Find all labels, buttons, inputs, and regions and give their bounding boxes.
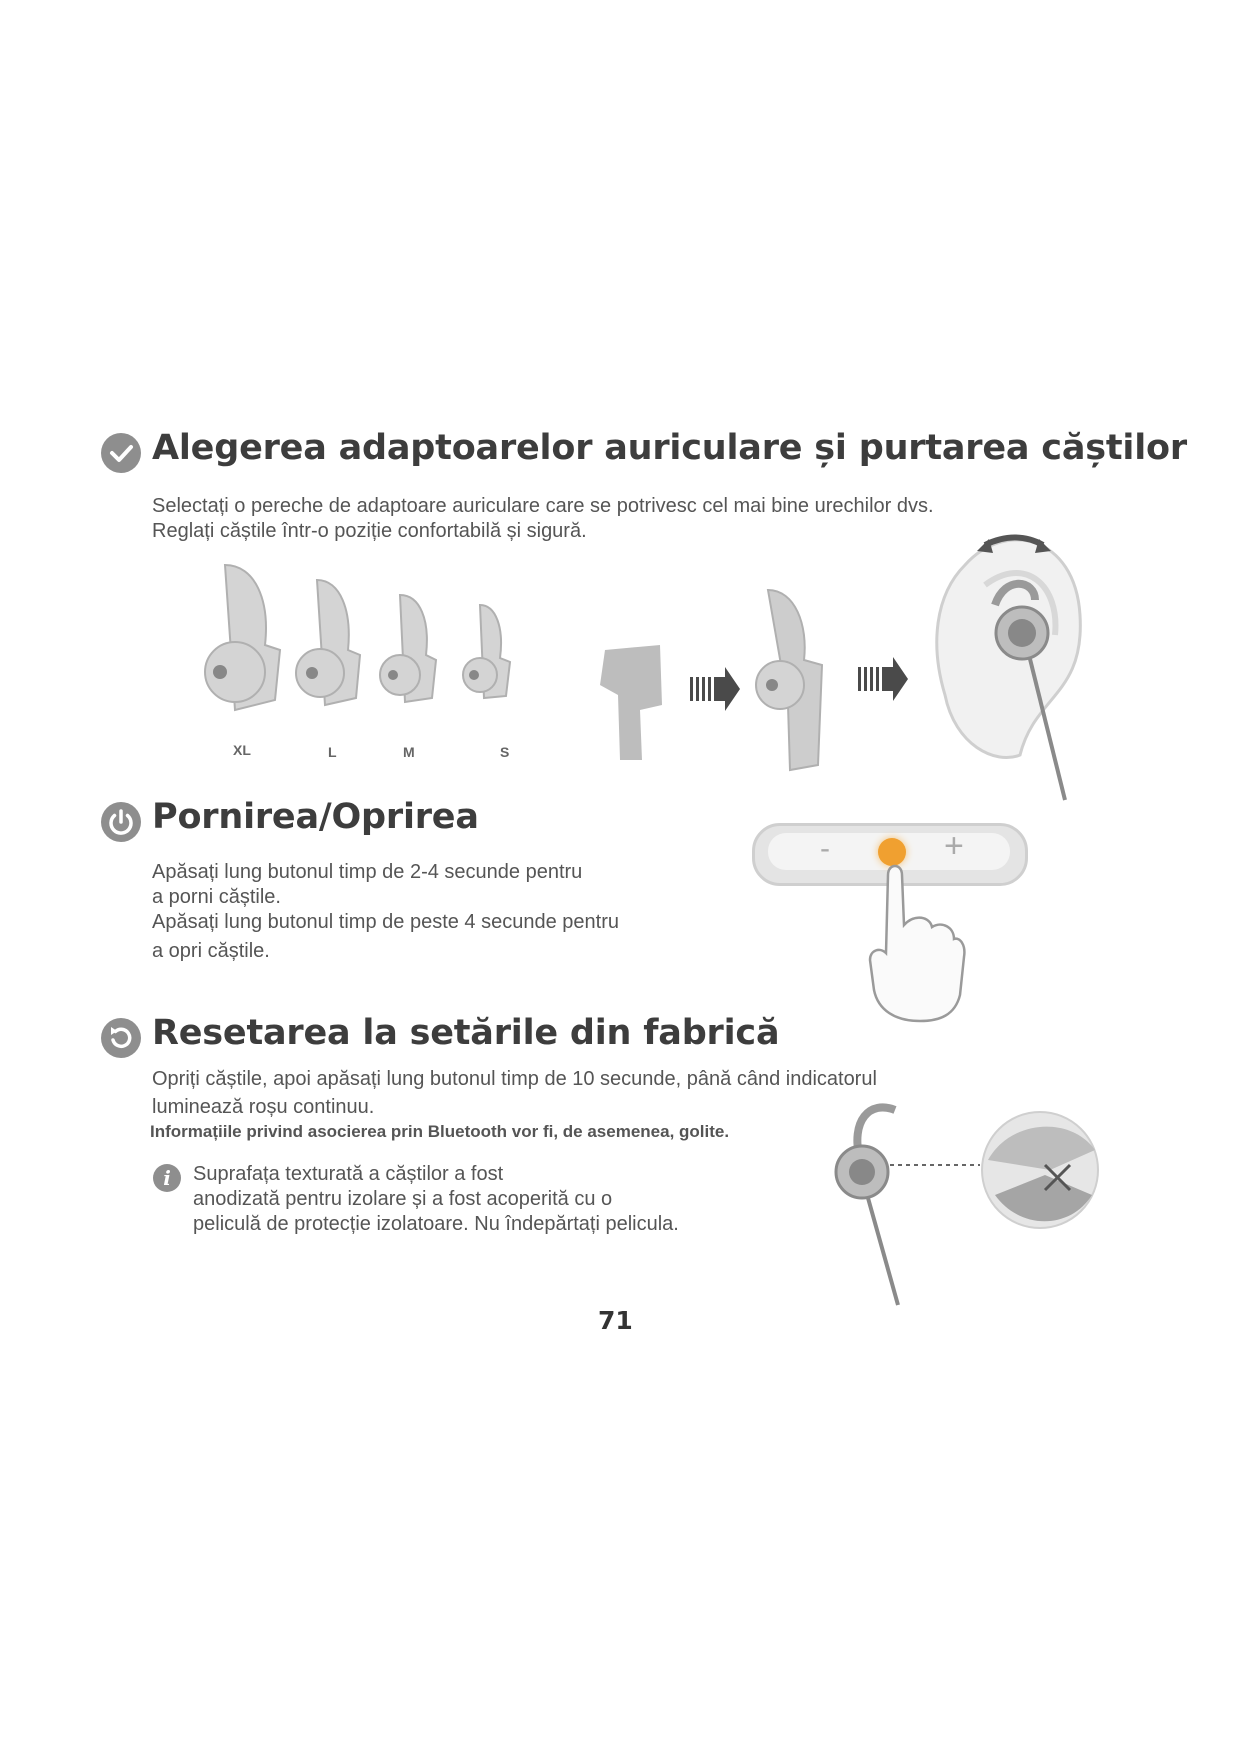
volume-down-button: - xyxy=(820,832,830,865)
power-icon xyxy=(101,802,141,842)
body-line: Opriți căștile, apoi apăsați lung butonul timp de 10 secunde, până când indicatorul xyxy=(152,1068,877,1090)
ear-wearing-illustration xyxy=(925,525,1105,805)
info-line: Suprafața texturată a căștilor a fost xyxy=(193,1163,504,1185)
size-label-xl: XL xyxy=(233,742,251,758)
body-line: a opri căștile. xyxy=(152,940,270,962)
body-line: luminează roșu continuu. xyxy=(152,1096,375,1118)
info-text xyxy=(193,1162,773,1237)
reset-icon xyxy=(101,1018,141,1058)
check-circle-icon xyxy=(101,433,141,473)
bluetooth-clear-note: Informațiile privind asocierea prin Bluetooth vor fi, de asemenea, golite. xyxy=(150,1122,730,1141)
finger-press-illustration xyxy=(860,855,970,1025)
size-label-s: S xyxy=(500,744,510,760)
coating-illustration xyxy=(820,1100,1110,1310)
section-title-earbuds: Alegerea adaptoarelor auriculare și purtarea căștilor xyxy=(152,428,1187,468)
section-title-reset: Resetarea la setările din fabrică xyxy=(152,1013,780,1053)
section-title-power: Pornirea/Oprirea xyxy=(152,797,479,837)
body-line: Apăsați lung butonul timp de 2-4 secunde pentru xyxy=(152,861,583,883)
info-line: peliculă de protecție izolatoare. Nu îndepărtați pelicula. xyxy=(193,1213,679,1235)
size-label-m: M xyxy=(403,744,415,760)
body-line: Reglați căștile într-o poziție confortabilă și sigură. xyxy=(152,520,587,542)
section-body-earbuds xyxy=(152,494,1052,544)
page-number: 71 xyxy=(598,1306,633,1335)
size-label-l: L xyxy=(328,744,337,760)
volume-up-button: + xyxy=(944,827,964,865)
info-icon: i xyxy=(153,1164,181,1192)
section-body-power xyxy=(152,860,712,964)
body-line: Selectați o pereche de adaptoare auriculare care se potrivesc cel mai bine urechilor dvs. xyxy=(152,495,934,517)
body-line: Apăsați lung butonul timp de peste 4 secunde pentru xyxy=(152,911,619,933)
info-line: anodizată pentru izolare și a fost acoperită cu o xyxy=(193,1188,613,1210)
body-line: a porni căștile. xyxy=(152,886,281,908)
tip-fitting-illustration xyxy=(590,585,920,775)
